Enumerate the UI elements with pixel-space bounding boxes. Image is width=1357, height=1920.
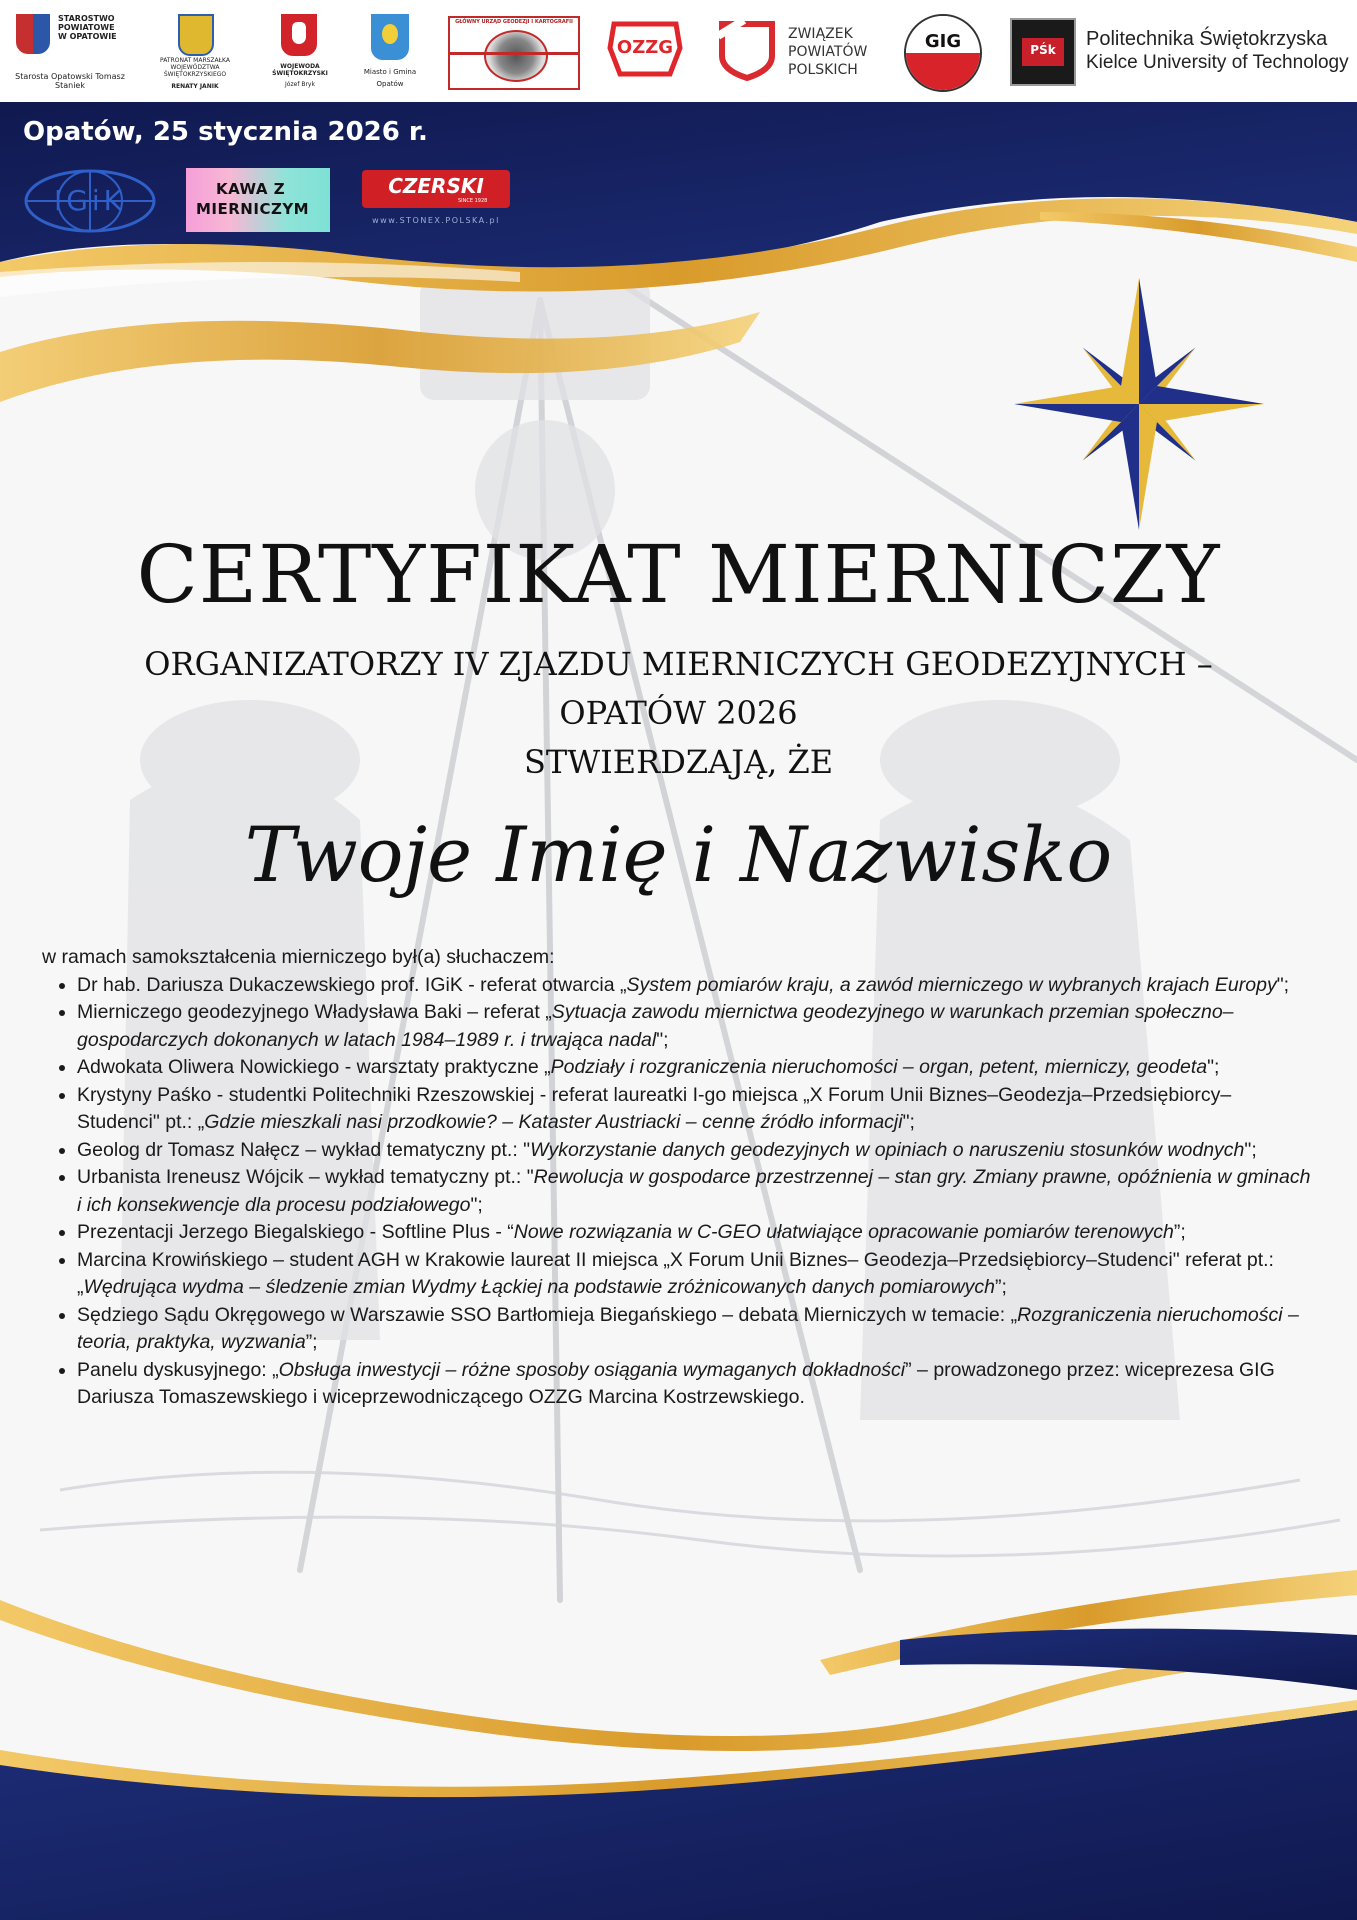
item-lead: Sędziego Sądu Okręgowego w Warszawie SSO Bartłomieja Biegańskiego – debata Mierniczych w temacie: „ <box>77 1303 1018 1326</box>
item-topic: System pomiarów kraju, a zawód mierniczego w wybranych krajach Europy <box>626 973 1277 996</box>
list-item <box>77 1357 1312 1412</box>
footer-decorative-band <box>0 1560 1357 1920</box>
gig-text: GIG <box>924 31 962 52</box>
patronat-marszalka-logo <box>150 12 240 92</box>
item-lead: Krystyny Paśko - studentki Politechniki Rzeszowskiej - referat laureatki I-go miejsca „X Forum Unii Biznes–Geodezja–Przedsiębiorcy–Studenci" pt.: „ <box>77 1083 1232 1133</box>
item-tail: ” – prowadzonego przez: wiceprezesa GIG Dariusza Tomaszewskiego i wiceprzewodniczącego OZZG Marcina Kostrzewskiego. <box>77 1358 1275 1408</box>
item-lead: Geolog dr Tomasz Nałęcz – wykład tematyczny pt.: " <box>77 1138 531 1161</box>
zpp-line-1: ZWIĄZEK <box>788 26 853 42</box>
organizers-line-2: OPATÓW 2026 <box>559 694 798 732</box>
item-topic: Wykorzystanie danych geodezyjnych w opiniach o naruszeniu stosunków wodnych <box>530 1138 1245 1161</box>
zwiazek-powiatow-logo <box>714 14 874 84</box>
list-item <box>77 1082 1312 1137</box>
item-lead: Marcina Krowińskiego – student AGH w Krakowie laureat II miejsca „X Forum Unii Biznes– Geodezja–Przedsiębiorcy–Studenci" referat pt.: „ <box>77 1248 1274 1298</box>
list-item <box>77 999 1312 1054</box>
politechnika-line-1: Politechnika Świętokrzyska <box>1086 28 1328 50</box>
item-lead: Urbanista Ireneusz Wójcik – wykład tematyczny pt.: " <box>77 1166 534 1188</box>
organizers-line-1: ORGANIZATORZY IV ZJAZDU MIERNICZYCH GEODEZYJNYCH – <box>144 645 1213 683</box>
igik-text: IGiK <box>53 184 127 217</box>
item-lead: Prezentacji Jerzego Biegalskiego - Softline Plus - “ <box>77 1221 514 1243</box>
czerski-url: www.STONEX.POLSKA.pl <box>372 216 500 225</box>
list-item <box>77 1054 1312 1082</box>
patronat-name: RENATY JANIK <box>171 83 219 90</box>
wojewoda-logo <box>262 12 340 92</box>
miasto-gmina-logo <box>356 12 426 92</box>
organizers-statement <box>60 640 1297 787</box>
body-intro: w ramach samokształcenia mierniczego był(a) słuchaczem: <box>42 946 555 968</box>
list-item <box>77 972 1312 1000</box>
list-item <box>77 1137 1312 1165</box>
item-lead: Dr hab. Dariusza Dukaczewskiego prof. IGiK - referat otwarcia „ <box>77 973 627 996</box>
list-item <box>77 1219 1312 1247</box>
item-tail: ”; <box>305 1331 318 1353</box>
item-topic: Rozgraniczenia nieruchomości – teoria, praktyka, wyzwania <box>77 1303 1299 1353</box>
certificate-body <box>42 944 1312 1412</box>
item-tail: "; <box>902 1111 915 1133</box>
pswk-badge-text: PŚk <box>1030 43 1056 57</box>
patronat-caption: PATRONAT MARSZAŁKA WOJEWÓDZTWA ŚWIĘTOKRZYSKIEGO <box>160 57 230 78</box>
item-topic: Sytuacja zawodu miernictwa geodezyjnego w warunkach przemian społeczno–gospodarczych dokonanych w latach 1984–1989 r. i trwająca nadal <box>77 1001 1234 1051</box>
item-tail: "; <box>1244 1138 1257 1161</box>
swietokrzyskie-crest-icon <box>178 14 214 56</box>
compass-rose-icon <box>1012 276 1266 532</box>
ozzg-logo <box>606 18 684 80</box>
item-topic: Wędrująca wydma – śledzenie zmian Wydmy Łąckiej na podstawie zróżnicowanych danych pomiarowych <box>83 1276 995 1298</box>
miasto-caption: Miasto i Gmina <box>363 68 417 76</box>
recipient-name: Twoje Imię i Nazwisko <box>244 810 1113 899</box>
miasto-name: Opatów <box>376 80 404 88</box>
list-item <box>77 1302 1312 1357</box>
item-tail: "; <box>1207 1056 1220 1078</box>
zpp-line-3: POLSKICH <box>788 62 858 78</box>
zpp-line-2: POWIATÓW <box>788 44 868 60</box>
partner-logo-strip <box>0 0 1357 102</box>
czerski-text: CZERSKI <box>388 174 484 198</box>
kawa-line-2: MIERNICZYM <box>196 200 310 218</box>
wojewoda-caption: WOJEWODA ŚWIĘTOKRZYSKI <box>272 63 328 77</box>
list-item <box>77 1247 1312 1302</box>
igik-logo <box>22 168 158 234</box>
lecture-list <box>42 972 1312 1412</box>
zpp-shield-icon <box>714 16 780 82</box>
opatow-crest-emblem-icon <box>382 24 398 44</box>
starostwo-caption: Starosta Opatowski Tomasz Staniek <box>15 72 125 91</box>
item-topic: Nowe rozwiązania w C-GEO ułatwiające opracowanie pomiarów terenowych <box>513 1221 1174 1243</box>
starostwo-title: STAROSTWO POWIATOWE W OPATOWIE <box>58 14 117 42</box>
item-topic: Rewolucja w gospodarce przestrzennej – stan gry. Zmiany prawne, opóźnienia w gminach i ich konsekwencje dla procesu podziałowego <box>77 1166 1311 1216</box>
list-item <box>77 1164 1312 1219</box>
organizers-line-3: STWIERDZAJĄ, ŻE <box>523 743 834 781</box>
starostwo-crest-icon <box>16 14 50 54</box>
ozzg-text: OZZG <box>616 37 674 58</box>
eagle-shape-icon <box>292 22 306 44</box>
item-tail: "; <box>470 1193 483 1216</box>
item-tail: "; <box>1276 973 1290 996</box>
gig-bottom-half <box>906 53 980 90</box>
politechnika-logo <box>1010 16 1350 86</box>
pswk-badge-icon <box>1010 18 1076 86</box>
item-lead: Mierniczego geodezyjnego Władysława Baki – referat „ <box>77 1001 552 1023</box>
gugik-stripe <box>450 52 578 55</box>
item-tail: ”; <box>995 1276 1007 1298</box>
gugik-logo <box>448 16 580 90</box>
item-lead: Adwokata Oliwera Nowickiego - warsztaty praktyczne „ <box>77 1056 551 1078</box>
certificate-title: CERTYFIKAT MIERNICZY <box>136 528 1221 621</box>
issue-date: Opatów, 25 stycznia 2026 r. <box>23 117 428 147</box>
item-lead: Panelu dyskusyjnego: „ <box>77 1358 279 1381</box>
globe-map-icon <box>484 30 548 82</box>
gugik-caption: GŁÓWNY URZĄD GEODEZJI I KARTOGRAFII <box>455 19 573 25</box>
kawa-z-mierniczym-logo <box>186 168 330 232</box>
starostwo-logo <box>14 12 124 92</box>
item-topic: Podziały i rozgraniczenia nieruchomości – organ, petent, mierniczy, geodeta <box>550 1056 1208 1078</box>
wojewoda-name: Józef Bryk <box>285 81 315 88</box>
item-topic: Obsługa inwestycji – różne sposoby osiągania wymaganych dokładności <box>278 1358 906 1381</box>
item-tail: ”; <box>1173 1221 1186 1243</box>
czerski-logo <box>362 168 510 232</box>
item-topic: Gdzie mieszkali nasi przodkowie? – Kataster Austriacki – cenne źródło informacji <box>204 1111 903 1133</box>
czerski-since: SINCE 1928 <box>458 198 488 204</box>
politechnika-line-2: Kielce University of Technology <box>1086 52 1349 73</box>
kawa-line-1: KAWA Z <box>216 180 286 198</box>
item-tail: "; <box>656 1028 669 1051</box>
gig-logo <box>904 14 982 92</box>
